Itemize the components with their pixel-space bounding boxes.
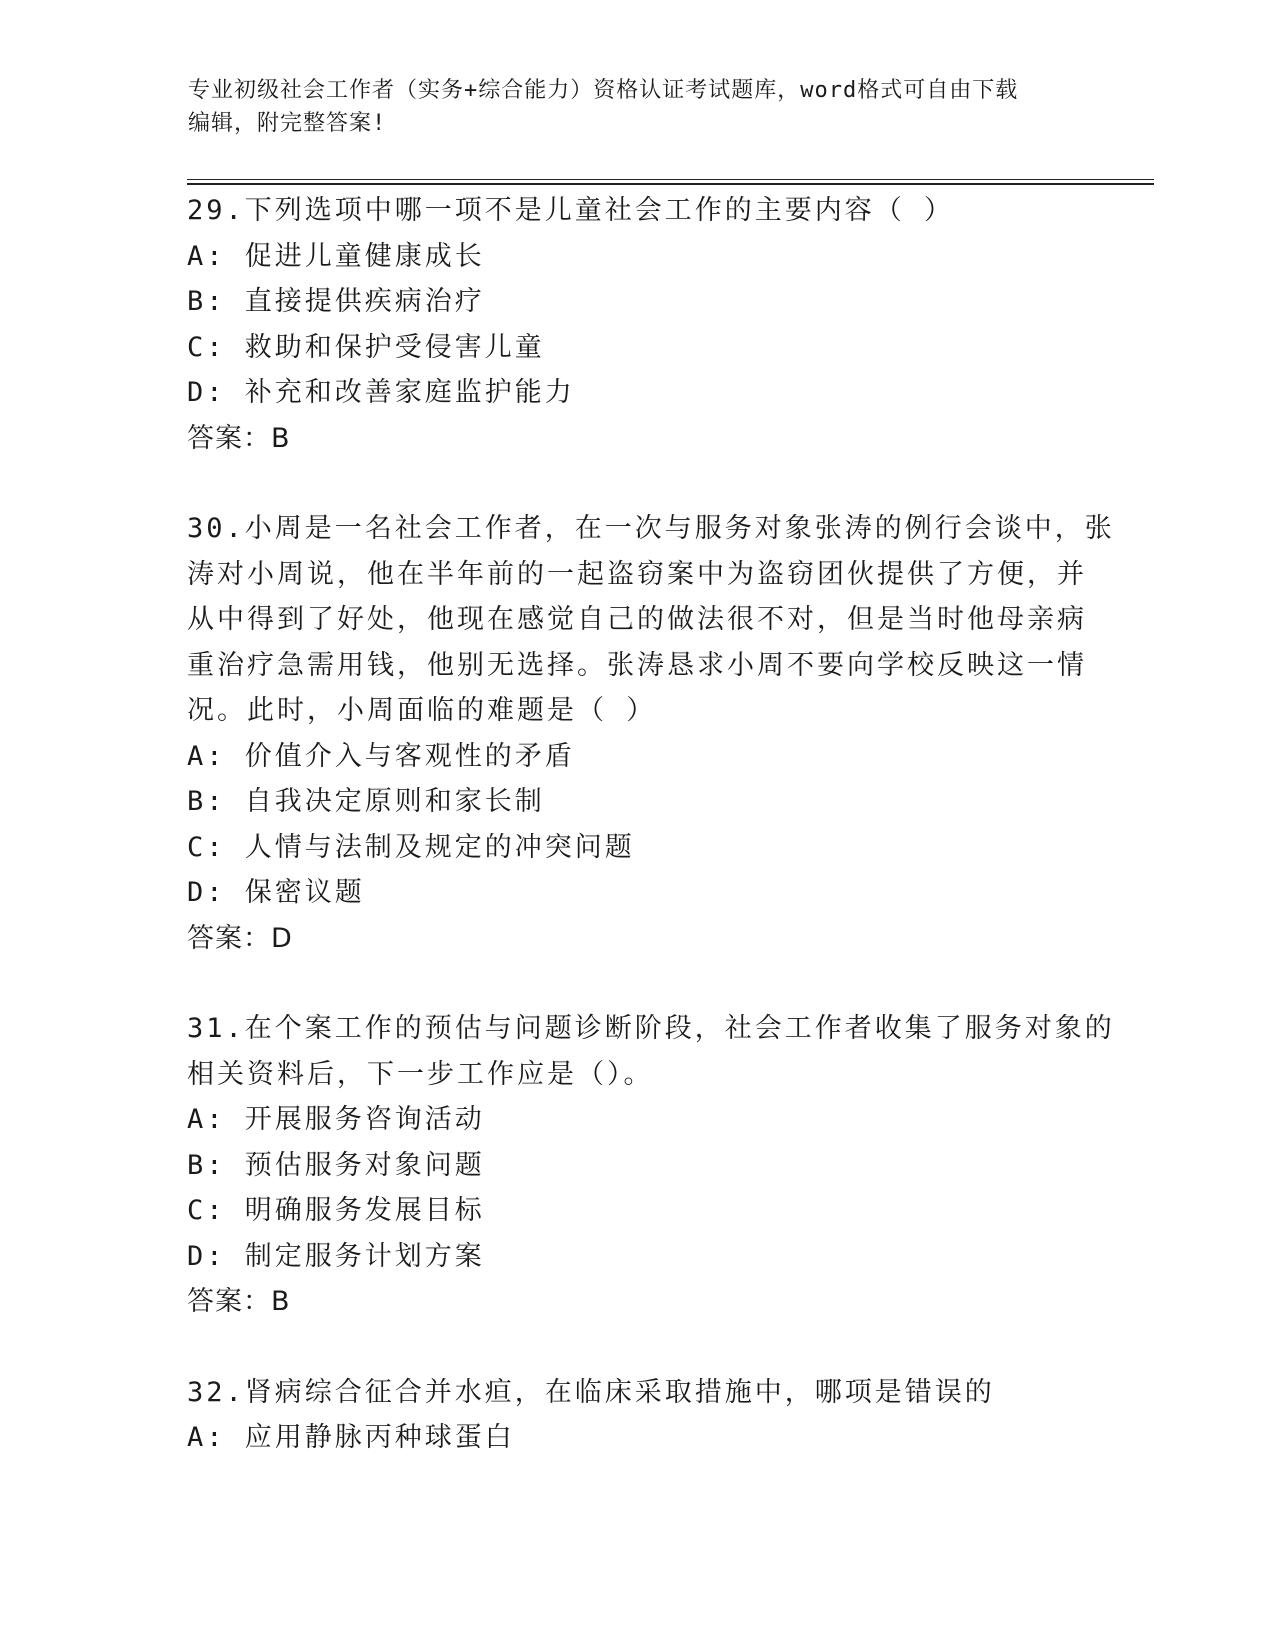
question-stem: 30.小周是一名社会工作者，在一次与服务对象张涛的例行会谈中，张 <box>187 513 1115 544</box>
document-header <box>188 74 1088 140</box>
question-spacer <box>187 961 1087 1006</box>
question-spacer <box>187 461 1087 506</box>
answer-line: 答案：D <box>187 922 293 954</box>
question-stem: 从中得到了好处，他现在感觉自己的做法很不对，但是当时他母亲病 <box>187 604 1087 635</box>
question-32 <box>187 1370 1087 1461</box>
option-b: B: 直接提供疾病治疗 <box>187 286 485 317</box>
option-c: C: 人情与法制及规定的冲突问题 <box>187 831 635 863</box>
option-a: A: 应用静脉丙种球蛋白 <box>187 1422 515 1453</box>
header-line-2: 编辑，附完整答案! <box>188 111 387 136</box>
option-b: B: 自我决定原则和家长制 <box>187 786 545 817</box>
question-stem: 32.肾病综合征合并水疸，在临床采取措施中，哪项是错误的 <box>187 1376 995 1408</box>
option-d: D: 补充和改善家庭监护能力 <box>187 377 575 408</box>
option-d: D: 保密议题 <box>187 877 365 908</box>
answer-line: 答案：B <box>187 422 291 454</box>
question-stem: 相关资料后，下一步工作应是（）。 <box>187 1058 654 1090</box>
header-divider-thick <box>187 183 1154 185</box>
option-c: C: 明确服务发展目标 <box>187 1195 485 1226</box>
question-stem: 况。此时，小周面临的难题是（ ） <box>187 695 657 726</box>
question-30 <box>187 506 1115 961</box>
question-list <box>187 188 1115 1461</box>
header-divider-thin <box>187 179 1154 180</box>
question-stem: 涛对小周说，他在半年前的一起盗窃案中为盗窃团伙提供了方便，并 <box>187 558 1087 590</box>
question-spacer <box>187 1325 1087 1370</box>
option-a: A: 促进儿童健康成长 <box>187 240 485 272</box>
answer-line: 答案：B <box>187 1286 291 1317</box>
question-stem: 29.下列选项中哪一项不是儿童社会工作的主要内容（ ） <box>187 195 955 226</box>
question-29 <box>187 188 1087 461</box>
question-stem: 重治疗急需用钱，他别无选择。张涛恳求小周不要向学校反映这一情 <box>187 649 1087 681</box>
option-c: C: 救助和保护受侵害儿童 <box>187 331 545 363</box>
option-d: D: 制定服务计划方案 <box>187 1240 485 1272</box>
option-a: A: 开展服务咨询活动 <box>187 1104 485 1135</box>
header-line-1: 专业初级社会工作者（实务+综合能力）资格认证考试题库，word格式可自由下载 <box>188 78 1019 103</box>
option-a: A: 价值介入与客观性的矛盾 <box>187 740 575 772</box>
option-b: B: 预估服务对象问题 <box>187 1149 485 1181</box>
question-stem: 31.在个案工作的预估与问题诊断阶段，社会工作者收集了服务对象的 <box>187 1013 1115 1044</box>
question-31 <box>187 1006 1115 1325</box>
